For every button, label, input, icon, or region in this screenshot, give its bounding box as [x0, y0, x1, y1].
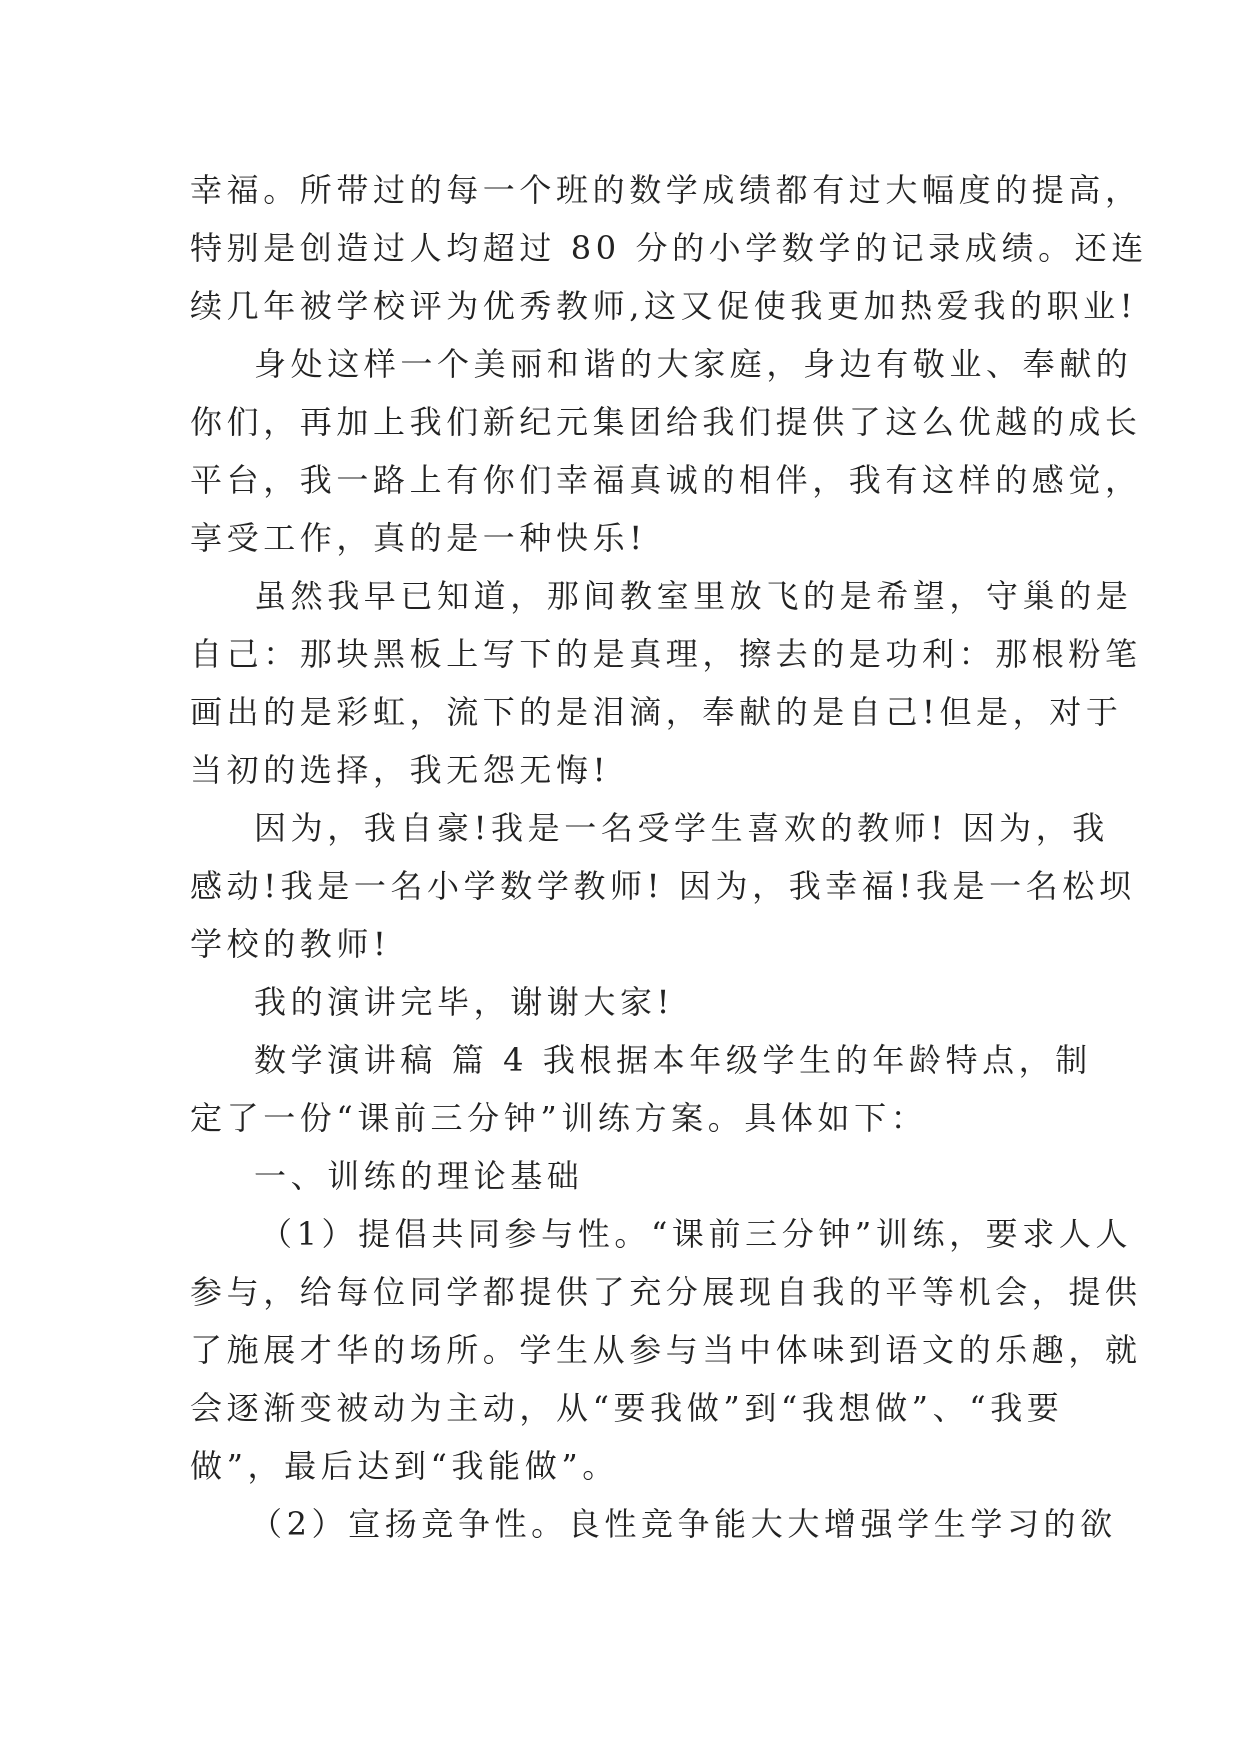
text-line: 平台，我一路上有你们幸福真诚的相伴，我有这样的感觉，	[190, 461, 1142, 499]
text-line: 享受工作，真的是一种快乐!	[190, 519, 647, 557]
text-line: 当初的选择，我无怨无悔!	[190, 751, 611, 789]
text-line: 幸福。所带过的每一个班的数学成绩都有过大幅度的提高，	[190, 171, 1142, 209]
section-heading-line: 数学演讲稿 篇 4 我根据本年级学生的年龄特点，制	[254, 1041, 1092, 1079]
text-line: 续几年被学校评为优秀教师,这又促使我更加热爱我的职业!	[190, 287, 1138, 325]
text-line: 学校的教师!	[190, 925, 391, 963]
subheading-line: 一、训练的理论基础	[254, 1157, 584, 1195]
text-line: 你们，再加上我们新纪元集团给我们提供了这么优越的成长	[190, 403, 1142, 441]
paragraph-start-line: 我的演讲完毕，谢谢大家!	[254, 983, 675, 1021]
paragraph-start-line: （1）提倡共同参与性。“课前三分钟”训练，要求人人	[260, 1215, 1133, 1253]
text-line: 感动!我是一名小学数学教师! 因为，我幸福!我是一名松坝	[190, 867, 1136, 905]
paragraph-start-line: （2）宣扬竞争性。良性竞争能大大增强学生学习的欲	[250, 1505, 1117, 1543]
paragraph-start-line: 虽然我早已知道，那间教室里放飞的是希望，守巢的是	[254, 577, 1133, 615]
text-line: 会逐渐变被动为主动，从“要我做”到“我想做”、“我要	[190, 1389, 1064, 1427]
paragraph-start-line: 身处这样一个美丽和谐的大家庭，身边有敬业、奉献的	[254, 345, 1133, 383]
text-line: 自己：那块黑板上写下的是真理，擦去的是功利：那根粉笔	[190, 635, 1142, 673]
paragraph-start-line: 因为，我自豪!我是一名受学生喜欢的教师! 因为，我	[254, 809, 1109, 847]
text-line: 定了一份“课前三分钟”训练方案。具体如下：	[190, 1099, 928, 1137]
document-body	[190, 161, 1148, 1553]
text-line: 做”，最后达到“我能做”。	[190, 1447, 619, 1485]
text-line: 画出的是彩虹，流下的是泪滴，奉献的是自己!但是，对于	[190, 693, 1123, 731]
text-line: 参与，给每位同学都提供了充分展现自我的平等机会，提供	[190, 1273, 1142, 1311]
text-line: 特别是创造过人均超过 80 分的小学数学的记录成绩。还连	[190, 229, 1148, 267]
text-line: 了施展才华的场所。学生从参与当中体味到语文的乐趣，就	[190, 1331, 1142, 1369]
